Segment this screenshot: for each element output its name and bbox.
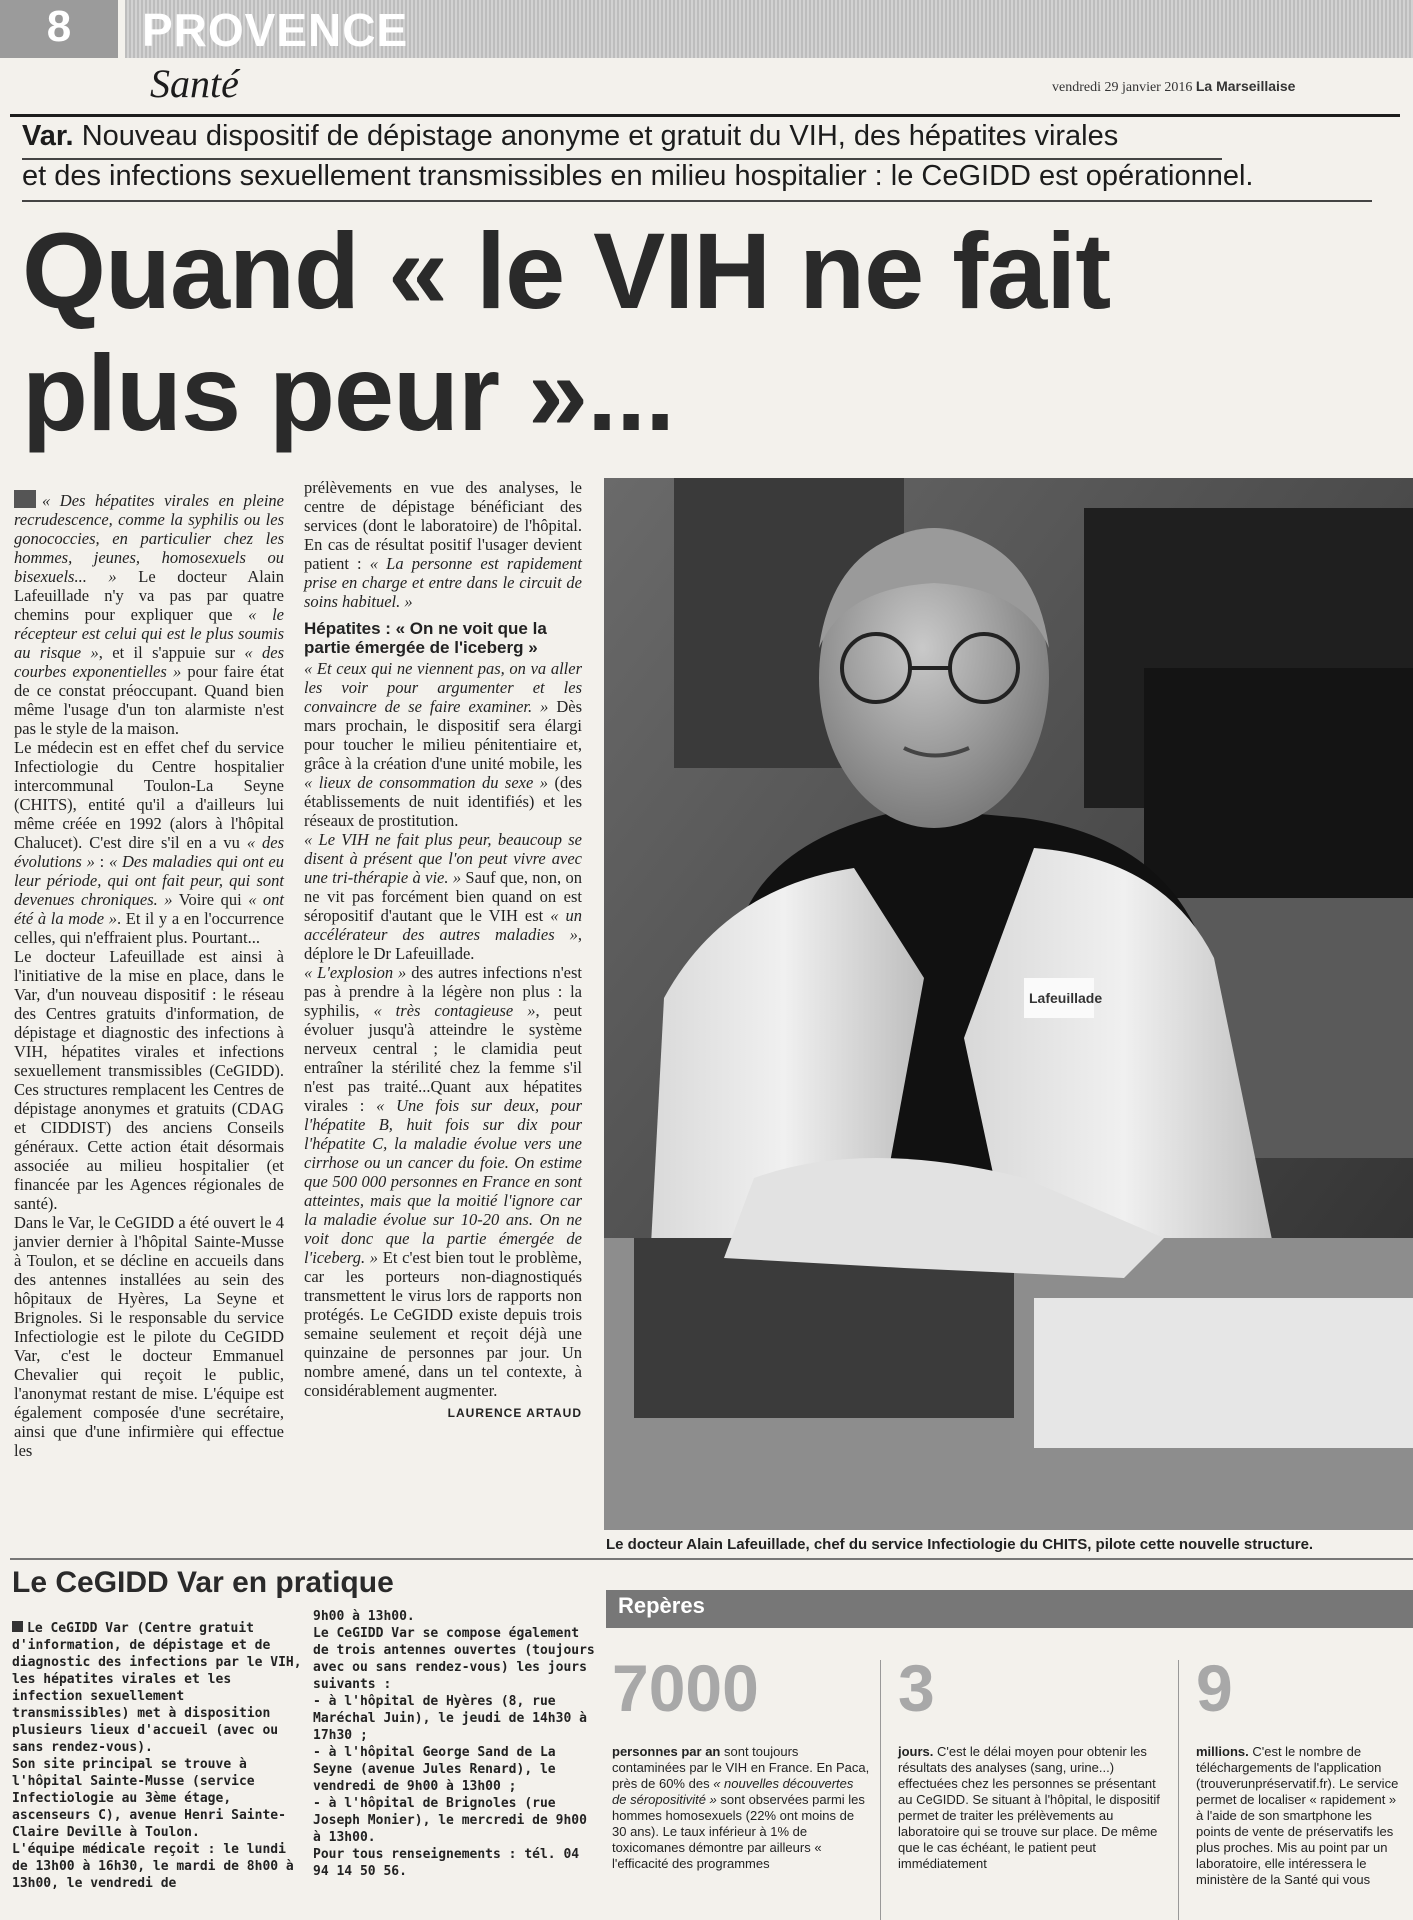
paragraph: Son site principal se trouve à l'hôpital Sainte-Musse (service Infectiologie au 3ème étage, ascenseurs C), avenue Henri Sainte-Claire Deville à Toulon.: [12, 1757, 286, 1840]
text: personnes par an: [612, 1744, 721, 1759]
text: (des établissements de nuit identifiés) et les réseaux de prostitution.: [304, 773, 582, 830]
deck-line-1: [22, 120, 1118, 153]
text: pour faire état de ce constat préoccupant. Quand bien même l'usage d'un ton alarmiste n'est pas le style de la maison.: [14, 662, 284, 738]
text: sont toujours contaminées par le VIH en France. En Paca, près de 60% des: [612, 1744, 870, 1791]
practice-box-title: Le CeGIDD Var en pratique: [12, 1566, 394, 1599]
text: Sauf que, non, on ne vit pas forcément bien quand on est séropositif d'autant que le VIH est: [304, 868, 582, 925]
paragraph: [304, 659, 582, 830]
rubric: Santé: [150, 61, 239, 106]
doctor-photo: [604, 478, 1413, 1530]
article-column-2: [304, 478, 582, 1423]
reperes-number: 3: [898, 1651, 935, 1725]
paragraph: [14, 738, 284, 947]
text: Voire qui: [172, 890, 249, 909]
paragraph: Le CeGIDD Var se compose également de trois antennes ouvertes (toujours avec ou sans rendez-vous) les jours suivants :: [313, 1626, 595, 1692]
text: C'est le délai moyen pour obtenir les résultats des analyses (sang, urine...) effectuées chez les personnes se présentant au CeGIDD. Se situant à l'hôpital, le dispositif permet de traiter les prélèvements au laboratoire qui se trouve sur place. De même que le cas échéant, le patient peut immédiatement: [898, 1744, 1160, 1871]
section-name: PROVENCE: [142, 4, 409, 56]
section-rule: [10, 1558, 1413, 1560]
text: Dès mars prochain, le dispositif sera élargi pour toucher le milieu pénitentiaire et, grâce à la création d'une unité mobile, les: [304, 697, 582, 773]
page-number: 8: [46, 2, 72, 51]
text: , déplore le Dr Lafeuillade.: [304, 925, 582, 963]
quote: « La personne est rapidement prise en charge et entre dans le circuit de soins habituel. »: [304, 554, 583, 611]
quote: « Des hépatites virales en pleine recrudescence, comme la syphilis ou les gonococcies, en particulier chez les hommes, jeunes, homosexuels ou bisexuels... »: [14, 491, 284, 586]
quote: « L'explosion »: [304, 963, 407, 982]
reperes-title: Repères: [618, 1593, 705, 1618]
column-separator: [1178, 1660, 1179, 1920]
text: C'est le nombre de téléchargements de l'application (trouverunpréservatif.fr). Le service permet de localiser « rapidement » à l'aide de son smartphone les points de vente de préservatifs les plus proches. Mis au point par un laboratoire, elle intéressera le ministère de la Santé qui vous: [1196, 1744, 1399, 1887]
quote: « Des maladies qui ont eu leur période, qui ont fait peur, qui sont devenues chroniques. »: [14, 852, 284, 909]
text: sont observées parmi les hommes homosexuels (22% ont moins de 30 ans). Le taux inférieur à 1% de toxicomanes démontre par ailleurs « l'efficacité des programmes: [612, 1792, 865, 1871]
text: Et c'est bien tout le problème, car les porteurs non-diagnostiqués transmettent le virus lors de rapports non protégés. Le CeGIDD existe depuis trois semaine seulement et reçoit déjà une quinzaine de personnes par jour. Un nombre amené, dans un tel contexte, à considérablement augmenter.: [304, 1248, 582, 1400]
text: Le CeGIDD Var (Centre gratuit d'information, de dépistage et de diagnostic des infections par le VIH, les hépatites virales et les infection sexuellement transmissibles) met à disposition plusieurs lieux d'accueil (avec ou sans rendez-vous).: [12, 1621, 302, 1755]
photo-caption: Le docteur Alain Lafeuillade, chef du service Infectiologie du CHITS, pilote cette nouvelle structure.: [606, 1536, 1314, 1553]
column-separator: [880, 1660, 881, 1920]
quote: « nouvelles découvertes de séropositivité »: [612, 1776, 854, 1807]
quote: « très contagieuse »: [373, 1001, 536, 1020]
text: Le docteur Alain Lafeuillade n'y va pas par quatre chemins pour expliquer que: [14, 567, 284, 624]
paragraph: [14, 490, 284, 738]
paragraph: Le docteur Lafeuillade est ainsi à l'initiative de la mise en place, dans le Var, d'un nouveau dispositif : le réseau des Centres gratuits d'information, de dépistage et diagnostic des infections à VIH, hépatites virales et infections sexuellement transmissibles (CeGIDD). Ces structures remplacent les Centres de dépistage anonymes et gratuits (CDAG et CIDDIST) des anciens Conseils généraux. Cette action était désormais associée au milieu hospitalier (et financée par les Agences régionales de santé).: [14, 947, 284, 1213]
text: . Et il y a en l'occurrence celles, qui n'effraient plus. Pourtant...: [14, 909, 284, 947]
paragraph: [12, 1620, 304, 1756]
newspaper-name: La Marseillaise: [1195, 78, 1296, 94]
quote: « un accélérateur des autres maladies »: [304, 906, 582, 944]
deck-rule: [22, 200, 1372, 202]
quote: « Le VIH ne fait plus peur, beaucoup se disent à présent que l'on peut vivre avec une tri-thérapie à vie. »: [304, 830, 582, 887]
headline-line-2: plus peur »...: [22, 332, 675, 453]
subheading: Hépatites : « On ne voit que la partie émergée de l'iceberg »: [304, 619, 547, 657]
reperes-number: 7000: [612, 1651, 759, 1725]
text: jours.: [898, 1744, 934, 1759]
badge-text: Lafeuillade: [1029, 990, 1103, 1006]
text: prélèvements en vue des analyses, le centre de dépistage bénéficiant des services (dont le laboratoire) de l'hôpital. En cas de résultat positif l'usager devient patient :: [304, 478, 582, 573]
list-item: - à l'hôpital George Sand de La Seyne (avenue Jules Renard), le vendredi de 9h00 à 13h00 ;: [313, 1745, 556, 1794]
quote: « le récepteur est celui qui est le plus soumis au risque »: [14, 605, 284, 662]
quote: « ont été à la mode »: [14, 890, 284, 928]
list-item: - à l'hôpital de Brignoles (rue Joseph Monier), le mercredi de 9h00 à 13h00.: [313, 1796, 587, 1845]
quote: « lieux de consommation du sexe »: [304, 773, 549, 792]
quote: « des évolutions »: [14, 833, 285, 871]
text: des autres infections n'est pas à prendre à la légère non plus : la syphilis,: [304, 963, 582, 1020]
quote: « Une fois sur deux, pour l'hépatite B, huit fois sur dix pour l'hépatite C, la maladie évolue vers une cirrhose ou un cancer du foie. On estime que 500 000 personnes en France en sont atteintes, mais que la moitié l'ignore car la maladie évolue sur 10-20 ans. On ne voit donc que la partie émergée de l'iceberg. »: [304, 1096, 582, 1267]
text: millions.: [1196, 1744, 1249, 1759]
quote: « des courbes exponentielles »: [14, 643, 284, 681]
deck-text-1: Nouveau dispositif de dépistage anonyme et gratuit du VIH, des hépatites virales: [81, 120, 1119, 152]
reperes-text: [1196, 1744, 1406, 1888]
dateline: [1052, 78, 1295, 96]
paragraph: [304, 830, 582, 963]
quote: « Et ceux qui ne viennent pas, on va aller les voir pour argumenter et les convaincre de se faire examiner. »: [304, 659, 582, 716]
lead-square-icon: [14, 490, 36, 508]
reperes-text: [898, 1744, 1168, 1872]
text: , peut évoluer jusqu'à atteindre le système nerveux central ; le clamidia peut entraîner la stérilité chez la femme s'il n'est pas traité...Quant aux hépatites virales :: [304, 1001, 582, 1115]
deck-lead: Var.: [22, 120, 74, 152]
paragraph: [304, 478, 582, 611]
deck-line-2: et des infections sexuellement transmissibles en milieu hospitalier : le CeGIDD est opérationnel.: [22, 160, 1254, 192]
date: vendredi 29 janvier 2016: [1052, 80, 1193, 95]
text: :: [94, 852, 109, 871]
top-rule: [10, 114, 1400, 117]
practice-box-column-2: [313, 1608, 601, 1880]
paragraph: Pour tous renseignements : tél. 04 94 14 50 56.: [313, 1847, 580, 1879]
photo-illustration: [604, 478, 1413, 1530]
text: Le médecin est en effet chef du service Infectiologie du Centre hospitalier intercommunal Toulon-La Seyne (CHITS), entité qu'il a d'ailleurs lui même créée en 1992 (alors à l'hôpital Chalucet). C'est dire s'il en a vu: [14, 738, 284, 852]
paragraph: 9h00 à 13h00.: [313, 1609, 415, 1624]
reperes-bar: [606, 1590, 1413, 1628]
reperes-text: [612, 1744, 870, 1872]
paragraph: Dans le Var, le CeGIDD a été ouvert le 4 janvier dernier à l'hôpital Sainte-Musse à Toulon, et se décline en accueils dans des antennes installées au sein des hôpitaux de Hyères, La Seyne et Brignoles. Si le responsable du service Infectiologie est le pilote du CeGIDD Var, c'est le docteur Emmanuel Chevalier qui reçoit le public, l'anonymat restant de mise. L'équipe est également composée d'une secrétaire, ainsi que d'une infirmière qui effectue les: [14, 1213, 284, 1460]
article-column-1: [14, 490, 284, 1460]
headline-line-1: Quand « le VIH ne fait: [22, 210, 1111, 331]
list-item: - à l'hôpital de Hyères (8, rue Maréchal Juin), le jeudi de 14h30 à 17h30 ;: [313, 1694, 587, 1743]
byline: LAURENCE ARTAUD: [447, 1406, 582, 1420]
paragraph: [304, 963, 582, 1400]
reperes-number: 9: [1196, 1651, 1233, 1725]
lead-square-icon: [12, 1621, 23, 1632]
paragraph: L'équipe médicale reçoit : le lundi de 13h00 à 16h30, le mardi de 8h00 à 13h00, le vendredi de: [12, 1842, 294, 1891]
practice-box-column-1: [12, 1620, 304, 1892]
text: , et il s'appuie sur: [98, 643, 245, 662]
